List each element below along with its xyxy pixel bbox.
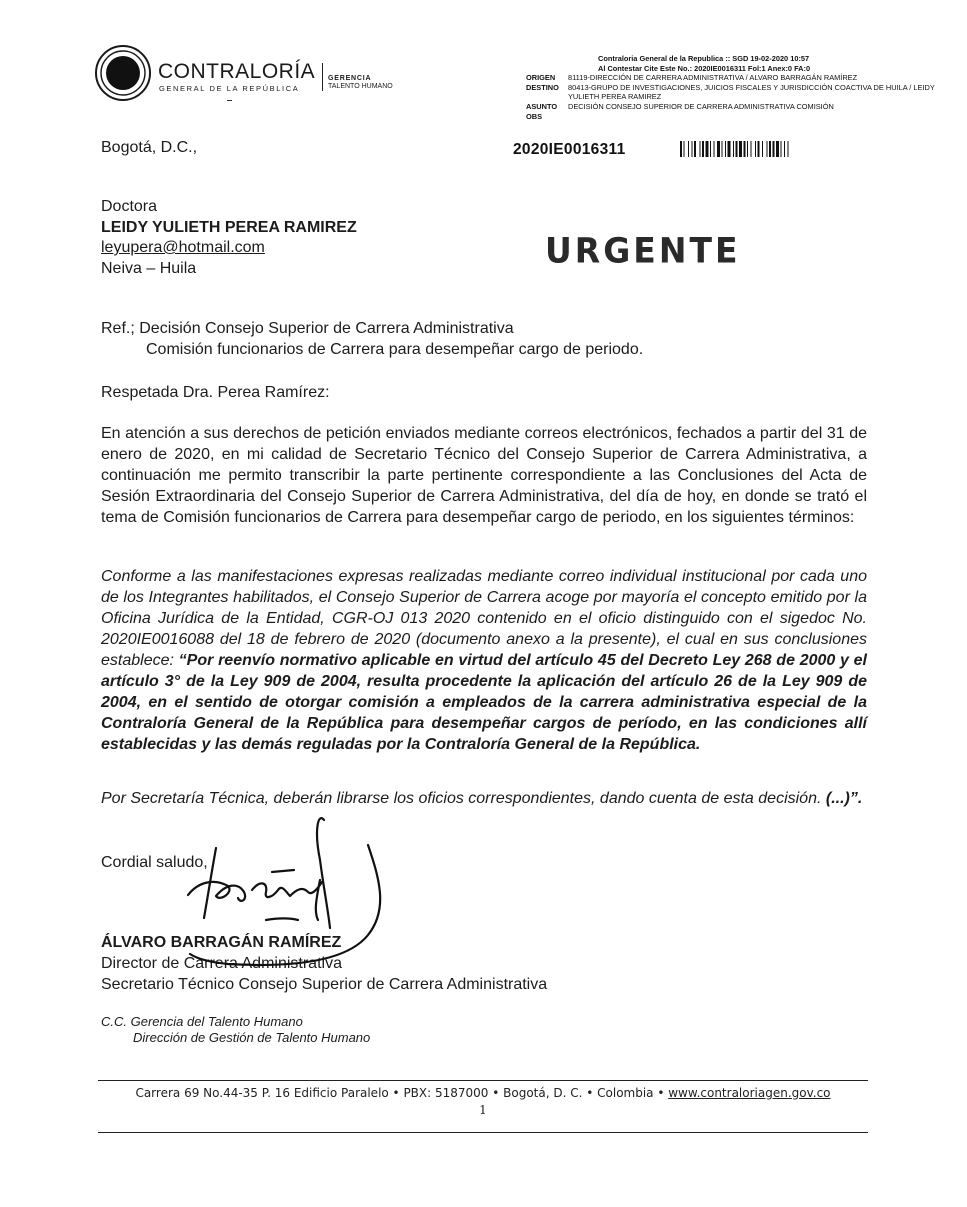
footer-top-rule xyxy=(98,1080,868,1081)
carbon-copy-block xyxy=(101,1014,370,1046)
footer-bottom-rule xyxy=(98,1132,868,1133)
stamp-obs-row xyxy=(526,112,946,122)
reference-line-2: Comisión funcionarios de Carrera para desempeñar cargo de periodo. xyxy=(146,341,644,358)
logo-name: CONTRALORÍA xyxy=(158,60,316,83)
stamp-destino-row xyxy=(526,83,946,102)
closing: Cordial saludo, xyxy=(101,854,208,871)
recipient-city: Neiva – Huila xyxy=(101,259,197,277)
footer-website-link[interactable]: www.contraloriagen.gov.co xyxy=(668,1086,831,1100)
stamp-origen-label: ORIGEN xyxy=(526,73,556,83)
stamp-asunto-label: ASUNTO xyxy=(526,101,558,111)
reference-line-1: Ref.; Decisión Consejo Superior de Carrera Administrativa xyxy=(101,320,514,337)
logo-dept-line2: TALENTO HUMANO xyxy=(328,83,393,90)
greeting: Respetada Dra. Perea Ramírez: xyxy=(101,384,330,401)
stamp-origen-row xyxy=(526,73,946,83)
signer-name: ÁLVARO BARRAGÁN RAMÍREZ xyxy=(101,934,342,951)
paragraph-3-ending: (...)”. xyxy=(825,790,863,807)
recipient-email-link[interactable]: leyupera@hotmail.com xyxy=(101,239,265,256)
stamp-destino-value: 80413-GRUPO DE INVESTIGACIONES, JUICIOS FISCALES Y JURISDICCIÓN COACTIVA DE HUILA / LEIDY YULIETH PEREA RAMIREZ xyxy=(568,82,935,102)
stamp-asunto-value: DECISIÓN CONSEJO SUPERIOR DE CARRERA ADMINISTRATIVA COMISIÓN xyxy=(568,101,834,111)
recipient-name: LEIDY YULIETH PEREA RAMIREZ xyxy=(101,218,357,236)
signer-role-2: Secretario Técnico Consejo Superior de Carrera Administrativa xyxy=(101,976,548,993)
paragraph-2-quote: “Por reenvío normativo aplicable en virtud del artículo 45 del Decreto Ley 268 de 2000 y el artículo 3° de la Ley 909 de 2004, resulta procedente la aplicación del artículo 26 de la Ley 909 de 2004, en el sentido de otorgar comisión a empleados de la carrera administrativa especial de la Contraloría General de la República para desempeñar cargos de período, en las condiciones allí establecidas y las demás reguladas por la Contraloría General de la República. xyxy=(101,652,867,753)
contraloria-logo-icon xyxy=(94,44,152,102)
letter-city: Bogotá, D.C., xyxy=(101,139,198,156)
logo-subtitle: GENERAL DE LA REPÚBLICA xyxy=(159,84,300,93)
recipient-title: Doctora xyxy=(101,198,158,215)
reference-block xyxy=(101,318,643,360)
barcode-icon xyxy=(680,141,880,157)
logo-mark xyxy=(227,100,232,101)
paragraph-2-text: Conforme a las manifestaciones expresas realizadas mediante correo individual institucional por cada uno de los Integrantes habilitados, el Consejo Superior de Carrera acoge por mayoría el concepto emitido por la Oficina Jurídica de la Entidad, CGR-OJ 013 2020 contenido en el oficio distinguido con el sigedoc No. 2020IE0016088 del 18 de febrero de 2020 (documento anexo a la presente), el cual en sus conclusiones establece: xyxy=(101,568,867,669)
paragraph-1: En atención a sus derechos de petición enviados mediante correos electrónicos, fechados a partir del 31 de enero de 2020, en mi calidad de Secretario Técnico del Consejo Superior de Carrera Administrativa, a continuación me permito transcribir la parte pertinente correspondiente a las Conclusiones del Acta de Sesión Extraordinaria del Consejo Superior de Carrera Administrativa, del día de hoy, en donde se trató el tema de Comisión funcionarios de Carrera para desempeñar cargo de periodo, en los siguientes términos: xyxy=(101,425,867,526)
signer-block xyxy=(101,932,547,995)
urgent-stamp: URGENTE xyxy=(545,230,741,271)
stamp-origen-value: 81119-DIRECCIÓN DE CARRERA ADMINISTRATIVA / ALVARO BARRAGÁN RAMÍREZ xyxy=(568,73,858,83)
stamp-asunto-row xyxy=(526,102,946,112)
paragraph-3 xyxy=(101,788,867,809)
cc-line-2: Dirección de Gestión de Talento Humano xyxy=(133,1030,371,1045)
stamp-destino-label: DESTINO xyxy=(526,82,559,92)
stamp-header-2: Al Contestar Cite Este No.: 2020IE0016311 Fol:1 Anex:0 FA:0 xyxy=(598,63,811,73)
page-number: 1 xyxy=(479,1103,487,1117)
recipient-block xyxy=(101,197,357,279)
logo-dept-line1: GERENCIA xyxy=(328,75,372,82)
paragraph-2 xyxy=(101,566,867,755)
footer-address: Carrera 69 No.44-35 P. 16 Edificio Paralelo • PBX: 5187000 • Bogotá, D. C. • Colombia • xyxy=(135,1086,669,1100)
stamp-header-1: Contraloria General de la Republica :: SGD 19-02-2020 10:57 xyxy=(598,54,810,63)
paragraph-3-text: Por Secretaría Técnica, deberán librarse los oficios correspondientes, dando cuenta de esta decisión. xyxy=(101,790,826,807)
stamp-obs-label: OBS xyxy=(526,111,543,121)
filing-stamp xyxy=(526,54,946,121)
signer-role-1: Director de Carrera Administrativa xyxy=(101,955,342,972)
cc-line-1: C.C. Gerencia del Talento Humano xyxy=(101,1014,303,1029)
filing-number: 2020IE0016311 xyxy=(513,141,626,158)
logo-separator xyxy=(322,63,323,91)
logo-department xyxy=(328,75,393,91)
footer-address-line xyxy=(98,1086,868,1101)
